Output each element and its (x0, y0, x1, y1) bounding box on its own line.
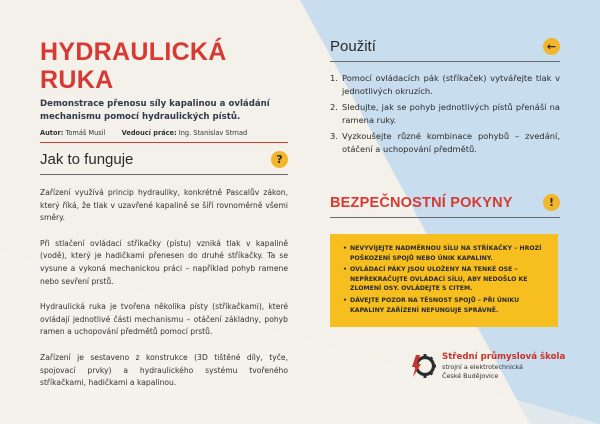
bullet-icon: • (343, 266, 347, 274)
page-subtitle: Demonstrace přenosu síly kapalinou a ovládání mechanismu pomocí hydraulických pístů. (40, 99, 270, 122)
bullet-icon: • (343, 245, 347, 252)
step-number: 2. (330, 102, 338, 112)
arrow-left-icon: ← (543, 38, 560, 55)
usage-divider (330, 61, 560, 62)
safety-item-text: OVLÁDACÍ PÁKY JSOU ULOŽENY NA TENKÉ OSE – NEPŘEKRAČUJTE OVLÁDACÍ SÍLU, ABY NEDOŠLO KE ZLOMENÍ OSY. OVLÁDEJTE S CITEM. (350, 266, 528, 293)
school-line-3: České Budějovice (442, 371, 499, 380)
school-line-2: strojní a elektrotechnická (442, 363, 523, 371)
step-text: Vyzkoušejte různé kombinace pohybů – zvedání, otáčení a uchopování předmětů. (342, 131, 560, 154)
how-it-works-paragraph: Hydraulická ruka je tvořena několika písty (stříkačkami), které ovládají jednotlivé části mechanismu – otáčení základny, pohyb ramen a uchopování předmětů pomocí prstů. (40, 302, 288, 337)
page-title: HYDRAULICKÁ RUKA (40, 38, 227, 94)
safety-item-text: DÁVEJTE POZOR NA TĚSNOST SPOJŮ – PŘI ÚNIKU KAPALINY ZAŘÍZENÍ NEFUNGUJE SPRÁVNĚ. (350, 296, 520, 314)
step-text: Pomocí ovládacích pák (stříkaček) vytvářejte tlak v jednotlivých okruzích. (342, 73, 560, 96)
step-number: 3. (330, 131, 338, 141)
how-it-works-paragraph: Zařízení je sestaveno z konstrukce (3D tištěné díly, tyče, spojovací prvky) a hydraulického systému tvořeného stříkačkami, hadičkami a kapalinou. (40, 352, 288, 388)
list-item (340, 296, 546, 315)
left-column (40, 38, 288, 390)
usage-title: Použití (330, 38, 376, 55)
exclamation-icon: ! (543, 194, 560, 211)
author-name: Tomáš Musil (65, 129, 106, 137)
list-item (330, 130, 560, 156)
authors-line (40, 128, 288, 138)
safety-item-text: NEVYVÍJEJTE NADMĚRNOU SÍLU NA STŘÍKAČKY – HROZÍ POŠKOZENÍ SPOJŮ NEBO ÚNIK KAPALINY. (350, 245, 542, 262)
how-it-works-header (40, 151, 288, 168)
safety-header (330, 194, 560, 211)
school-gear-logo-icon (410, 353, 436, 379)
usage-header (330, 38, 560, 55)
how-it-works-title: Jak to funguje (40, 151, 134, 168)
safety-title: BEZPEČNOSTNÍ POKYNY (330, 194, 513, 211)
step-text: Sledujte, jak se pohyb jednotlivých pístů přenáší na ramena ruky. (342, 102, 560, 125)
right-column (330, 38, 560, 327)
list-item (330, 72, 560, 98)
supervisor-name: Ing. Stanislav Strnad (178, 129, 248, 137)
how-it-works-paragraph: Při stlačení ovládací stříkačky (pístu) vzniká tlak v kapalině (vodě), který je hadičkami přenesen do druhé stříkačky. Ta se vysune a vykoná mechanickou práci – například pohyb ramene nebo sevření prstů. (40, 238, 288, 286)
step-number: 1. (330, 73, 338, 83)
question-mark-icon: ? (271, 151, 288, 168)
list-item (340, 265, 546, 294)
safety-divider (330, 217, 560, 218)
school-logo-block (410, 352, 565, 380)
list-item (340, 244, 546, 263)
bullet-icon: • (343, 296, 347, 304)
how-it-works-paragraph: Zařízení využívá princip hydrauliky, konkrétně Pascalův zákon, který říká, že tlak v uzavřené kapalině se šíří rovnoměrně všemi směry. (40, 188, 288, 223)
title-divider (40, 142, 288, 143)
school-name: Střední průmyslová škola (442, 352, 566, 362)
usage-steps (330, 72, 560, 156)
safety-box (330, 234, 558, 327)
author-label: Autor: (40, 129, 64, 137)
school-text (442, 352, 565, 380)
supervisor-label: Vedoucí práce: (121, 129, 177, 137)
list-item (330, 101, 560, 127)
how-it-works-divider (40, 174, 288, 175)
